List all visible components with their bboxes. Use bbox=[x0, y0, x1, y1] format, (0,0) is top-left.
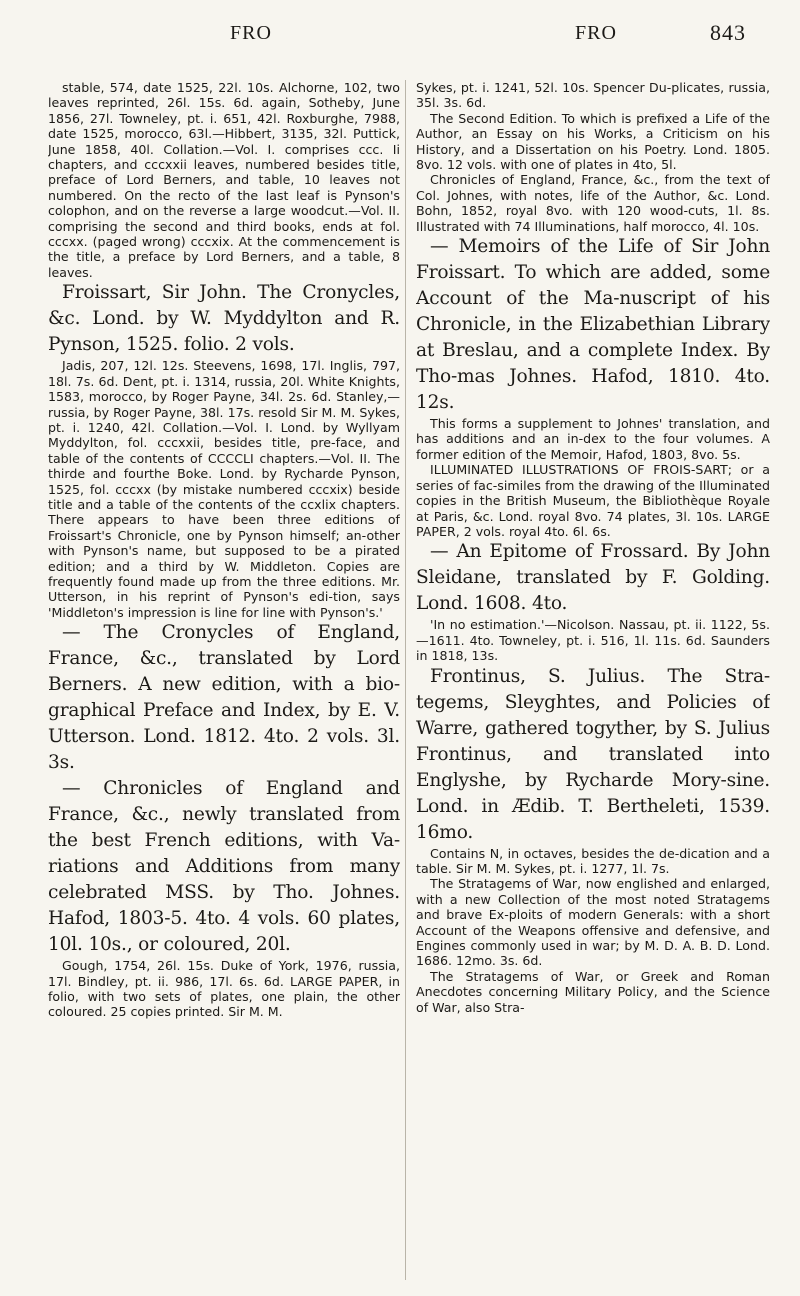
entry-paragraph: Sykes, pt. i. 1241, 52l. 10s. Spencer Du-plicates, russia, 35l. 3s. 6d. bbox=[416, 80, 770, 111]
column-divider bbox=[405, 80, 406, 1280]
entry-heading: Frontinus, S. Julius. The Stra-tegems, Sleyghtes, and Policies of Warre, gathered togyther, by S. Julius Frontinus, and translated into Englyshe, by Rycharde Mory-sine. Lond. in Ædib. T. Bertheleti, 1539. 16mo. bbox=[416, 665, 770, 843]
entry-paragraph: The Second Edition. To which is prefixed a Life of the Author, an Essay on his Works, a Criticism on his History, and a Dissertation on his Poetry. Lond. 1805. 8vo. 12 vols. with one of plates in 4to, 5l. bbox=[416, 110, 770, 173]
running-header bbox=[0, 14, 800, 54]
entry-paragraph: 'In no estimation.'—Nicolson. Nassau, pt. ii. 1122, 5s.—1611. 4to. Towneley, pt. i. 516, 1l. 11s. 6d. Saunders in 1818, 13s. bbox=[416, 617, 770, 664]
entry-heading: — The Cronycles of England, France, &c., translated by Lord Berners. A new edition, with a bio-graphical Preface and Index, by E. V. Utterson. Lond. 1812. 4to. 2 vols. 3l. 3s. bbox=[48, 622, 400, 774]
entry-paragraph: Chronicles of England, France, &c., from the text of Col. Johnes, with notes, life of the Author, &c. Lond. Bohn, 1852, royal 8vo. with 120 wood-cuts, 1l. 8s. Illustrated with 74 Illuminations, half morocco, 4l. 10s. bbox=[416, 172, 770, 234]
entry-heading: — Memoirs of the Life of Sir John Froissart. To which are added, some Account of the Ma-nuscript of his Chronicle, in the Elizabethian Library at Breslau, and a complete Index. By Tho-mas Johnes. Hafod, 1810. 4to. 12s. bbox=[416, 236, 770, 414]
entry-paragraph: Contains N, in octaves, besides the de-dication and a table. Sir M. M. Sykes, pt. i. 1277, 1l. 7s. bbox=[416, 845, 770, 876]
entry-heading: Froissart, Sir John. The Cronycles, &c. Lond. by W. Myddylton and R. Pynson, 1525. folio. 2 vols. bbox=[48, 282, 400, 356]
entry-paragraph: This forms a supplement to Johnes' translation, and has additions and an in-dex to the four volumes. A former edition of the Memoir, Hafod, 1803, 8vo. 5s. bbox=[416, 416, 770, 462]
header-left-word: FRO bbox=[230, 22, 272, 44]
page-number: 843 bbox=[710, 20, 746, 45]
entry-paragraph: The Stratagems of War, now englished and enlarged, with a new Collection of the most noted Stratagems and brave Ex-ploits of modern Generals: with a short Account of the Weapons offensive and defensive, and Engines commonly used in war; by M. D. A. B. D. Lond. 1686. 12mo. 3s. 6d. bbox=[416, 876, 770, 969]
entry-paragraph: The Stratagems of War, or Greek and Roman Anecdotes concerning Military Policy, and the Science of War, also Stra- bbox=[416, 968, 770, 1015]
entry-paragraph: Gough, 1754, 26l. 15s. Duke of York, 1976, russia, 17l. Bindley, pt. ii. 986, 17l. 6s. 6d. LARGE PAPER, in folio, with two sets of plates, one plain, the other coloured. 25 copies printed. Sir M. M. bbox=[48, 958, 400, 1020]
entry-heading: — Chronicles of England and France, &c., newly translated from the best French editions, with Va-riations and Additions from many celebrated MSS. by Tho. Johnes. Hafod, 1803-5. 4to. 4 vols. 60 plates, 10l. 10s., or coloured, 20l. bbox=[48, 778, 400, 956]
left-column bbox=[48, 80, 400, 1290]
right-column bbox=[416, 80, 770, 1290]
entry-heading: — An Epitome of Frossard. By John Sleidane, translated by F. Golding. Lond. 1608. 4to. bbox=[416, 541, 770, 615]
header-right-word: FRO bbox=[575, 22, 617, 44]
entry-paragraph: ILLUMINATED ILLUSTRATIONS OF FROIS-SART; or a series of fac-similes from the drawing of the Illuminated copies in the British Museum, the Bibliothèque Royale at Paris, &c. Lond. royal 8vo. 74 plates, 3l. 10s. LARGE PAPER, 2 vols. royal 4to. 6l. 6s. bbox=[416, 462, 770, 539]
entry-paragraph: stable, 574, date 1525, 22l. 10s. Alchorne, 102, two leaves reprinted, 26l. 15s. 6d. again, Sotheby, June 1856, 27l. Towneley, pt. i. 651, 42l. Roxburghe, 7988, date 1525, morocco, 63l.—Hibbert, 3135, 32l. Puttick, June 1858, 40l. Collation.—Vol. I. comprises ccc. Ii chapters, and cccxxii leaves, numbered besides title, preface of Lord Berners, and table, 10 leaves not numbered. On the recto of the last leaf is Pynson's colophon, and on the reverse a large woodcut.—Vol. II. comprising the second and third books, ends at fol. cccxx. (paged wrong) cccxix. At the commencement is the title, a preface by Lord Berners, and a table, 8 leaves. bbox=[48, 80, 400, 280]
entry-paragraph: Jadis, 207, 12l. 12s. Steevens, 1698, 17l. Inglis, 797, 18l. 7s. 6d. Dent, pt. i. 1314, russia, 20l. White Knights, 1583, morocco, by Roger Payne, 34l. 2s. 6d. Stanley,—russia, by Roger Payne, 38l. 17s. resold Sir M. M. Sykes, pt. i. 1240, 42l. Collation.—Vol. I. Lond. by Wyllyam Myddylton, fol. cccxxii, besides title, pre-face, and table of the contents of CCCCLI chapters.—Vol. II. The thirde and fourthe Boke. Lond. by Rycharde Pynson, 1525, fol. cccxx (by mistake numbered cccxix) beside title and a table of the contents of the ccxlix chapters. There appears to have been three editions of Froissart's Chronicle, one by Pynson himself; an-other with Pynson's name, but supposed to be a pirated edition; and a third by W. Middleton. Copies are frequently found made up from the three editions. Mr. Utterson, in his reprint of Pynson's edi-tion, says 'Middleton's impression is line for line with Pynson's.' bbox=[48, 358, 400, 620]
